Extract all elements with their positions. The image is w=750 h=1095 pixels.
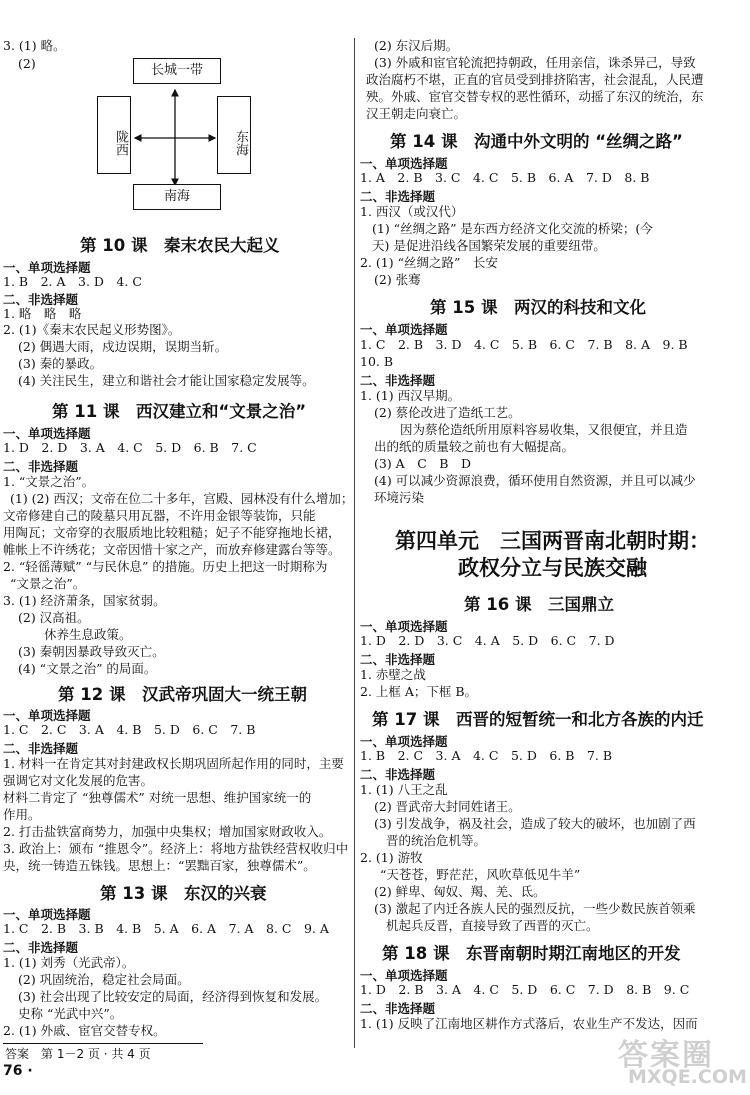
answer-line: 1. A 2. B 3. C 4. C 5. B 6. A 7. D 8. B (360, 170, 650, 185)
section-heading: 二、非选择题 (3, 459, 79, 474)
unit-title-line1: 第四单元 三国两晋南北朝时期： (395, 529, 710, 553)
answer-line: (4) 可以减少资源浪费，循环使用自然资源，并且可以减少 (374, 473, 696, 488)
answer-line: 殃。外戚、宦官交替专权的恶性循环，动摇了东汉的统治，东 (366, 89, 704, 104)
answer-line: 3. 政治上：颁布 “推恩令”。经济上：将地方盐铁经营权收归中 (3, 841, 349, 856)
answer-line: 1. D 2. D 3. C 4. A 5. D 6. C 7. D (360, 633, 615, 648)
answer-line: 央，统一铸造五铢钱。思想上：“罢黜百家，独尊儒术”。 (3, 858, 316, 873)
answer-line: 材料二肯定了 “独尊儒术” 对统一思想、维护国家统一的 (3, 790, 312, 805)
answer-line: 休养生息政策。 (44, 627, 132, 642)
answer-line: 强调它对文化发展的危害。 (3, 773, 154, 788)
section-heading: 二、非选择题 (3, 741, 79, 756)
section-heading: 二、非选择题 (360, 189, 436, 204)
answer-line: 1. C 2. B 3. B 4. B 5. A 6. A 7. A 8. C 9. A (3, 921, 329, 936)
page-number: 76 · (3, 1063, 33, 1079)
section-heading: 二、非选择题 (360, 652, 436, 667)
answer-line: 1. 略 略 略 (3, 306, 82, 321)
section-heading: 二、非选择题 (360, 373, 436, 388)
watermark-logo: 答案圈 (618, 1038, 714, 1073)
answer-line: (3) 引发战争，祸及社会，造成了较大的破坏，也加剧了西 (374, 816, 696, 831)
answer-line: 2. 上框 A；下框 B。 (360, 684, 478, 699)
answer-line: 帷帐上不许绣花；文帝因惜十家之产，而放弃修建露台等等。 (3, 542, 341, 557)
lesson-title: 第 12 课 汉武帝巩固大一统王朝 (58, 685, 307, 704)
section-heading: 一、单项选择题 (3, 260, 91, 275)
section-heading: 一、单项选择题 (360, 322, 448, 337)
column-divider (354, 38, 355, 1048)
answer-line: (1) “丝绸之路” 是东西方经济文化交流的桥梁；(今 (372, 221, 653, 236)
watermark-url: MXQE.COM (628, 1066, 747, 1088)
section-heading: 一、单项选择题 (3, 708, 91, 723)
answer-line: (3) 秦的暴政。 (18, 356, 103, 371)
answer-line: (3) 激起了内迁各族人民的强烈反抗，一些少数民族首领乘 (374, 901, 696, 916)
diagram-east-box: 东海 (217, 96, 251, 174)
answer-line: (3) 社会出现了比较安定的局面，经济得到恢复和发展。 (18, 989, 328, 1004)
answer-line: 用陶瓦；文帝穿的衣服质地比较粗糙；妃子不能穿拖地长裙， (3, 525, 341, 540)
lesson-title: 第 14 课 沟通中外文明的 “丝绸之路” (390, 132, 683, 151)
answer-line: 1. 西汉（或汉代） (360, 204, 464, 219)
answer-line: (4) 关注民生，建立和谐社会才能让国家稳定发展等。 (18, 373, 315, 388)
answer-line: 机起兵反晋，直接导致了西晋的灭亡。 (386, 918, 599, 933)
answer-line: 环境污染 (374, 490, 425, 505)
answer-line: (2) 巩固统治，稳定社会局面。 (18, 972, 190, 987)
answer-line: 1. C 2. C 3. A 4. B 5. D 6. C 7. B (3, 722, 256, 737)
answer-line: 文帝修建自己的陵墓只用瓦器，不许用金银等装饰，只能 (3, 508, 316, 523)
answer-line: (2) 东汉后期。 (374, 38, 459, 53)
answer-line: 2. (1)《秦末农民起义形势图》。 (3, 322, 181, 337)
section-heading: 一、单项选择题 (3, 426, 91, 441)
section-heading: 一、单项选择题 (360, 156, 448, 171)
answer-line: 汉王朝走向衰亡。 (366, 106, 467, 121)
answer-line: 1. 赤壁之战 (360, 667, 426, 682)
answer-line: (1) (2) 西汉；文帝在位二十多年，宫殿、园林没有什么增加； (10, 491, 354, 506)
answer-line: 1. “文景之治”。 (3, 474, 95, 489)
answer-line: 2. 打击盐铁富商势力，加强中央集权；增加国家财政收入。 (3, 824, 332, 839)
answer-line: 3. (1) 经济萧条，国家贫弱。 (3, 593, 166, 608)
lesson-title: 第 13 课 东汉的兴衰 (100, 884, 267, 903)
section-heading: 一、单项选择题 (360, 734, 448, 749)
answer-line: 1. B 2. C 3. A 4. C 5. D 6. B 7. B (360, 748, 613, 763)
section-heading: 一、单项选择题 (360, 968, 448, 983)
answer-line: 因为蔡伦造纸所用原料容易收集，又很便宜，并且造 (400, 422, 688, 437)
answer-line: 1. (1) 西汉早期。 (360, 388, 461, 403)
answer-line: 3. (1) 略。 (3, 38, 66, 53)
lesson-title: 第 15 课 两汉的科技和文化 (430, 298, 646, 317)
lesson-title: 第 10 课 秦末农民大起义 (80, 236, 280, 255)
lesson-title: 第 17 课 西晋的短暂统一和北方各族的内迁 (372, 710, 704, 729)
answer-line: 天) 是促进沿线各国繁荣发展的重要纽带。 (372, 238, 606, 253)
answer-line: 1. D 2. D 3. A 4. C 5. D 6. B 7. C (3, 440, 257, 455)
answer-line: 政治腐朽不堪，正直的官员受到排挤陷害，社会混乱，人民遭 (366, 72, 704, 87)
lesson-title: 第 16 课 三国鼎立 (464, 595, 614, 614)
answer-line: (2) 张骞 (374, 272, 421, 287)
section-heading: 二、非选择题 (360, 767, 436, 782)
answer-line: (3) 秦朝因暴政导致灭亡。 (18, 644, 165, 659)
answer-line: 作用。 (3, 807, 41, 822)
answer-line: 1. (1) 反映了江南地区耕作方式落后，农业生产不发达，因而 (360, 1016, 698, 1031)
answer-line: 出的纸的质量较之前也有大幅提高。 (374, 439, 575, 454)
answer-line: (3) 外戚和宦官轮流把持朝政，任用亲信，诛杀异己，导致 (374, 55, 696, 70)
answer-line: 1. D 2. B 3. A 4. C 5. D 6. C 7. D 8. B 9. C (360, 982, 690, 997)
answer-line: 2. (1) 外戚、宦官交替专权。 (3, 1023, 166, 1038)
unit-title-line2: 政权分立与民族交融 (458, 556, 647, 580)
answer-line: (4) “文景之治” 的局面。 (18, 661, 157, 676)
answer-line: 晋的统治危机等。 (386, 833, 487, 848)
answer-line: 2. (1) 游牧 (360, 850, 423, 865)
section-heading: 一、单项选择题 (360, 619, 448, 634)
lesson-title: 第 11 课 西汉建立和“文景之治” (52, 402, 307, 421)
section-heading: 二、非选择题 (3, 940, 79, 955)
answer-line: 1. 材料一在肯定其对封建政权长期巩固所起作用的同时，主要 (3, 756, 344, 771)
answer-line: 2. (1) “丝绸之路” 长安 (360, 255, 498, 270)
diagram-north-box: 长城一带 (133, 58, 221, 84)
answer-line: 1. (1) 八王之乱 (360, 782, 448, 797)
footer-note: 答案 第 1－2 页 · 共 4 页 (5, 1047, 151, 1061)
section-heading: 二、非选择题 (3, 292, 79, 307)
answer-line: “文景之治”。 (10, 576, 86, 591)
answer-line: (2) 偶遇大雨，戍边误期，误期当斩。 (18, 339, 228, 354)
answer-line: 1. C 2. B 3. D 4. C 5. B 6. C 7. B 8. A 9. B (360, 337, 688, 352)
footer-rule (3, 1043, 203, 1044)
answer-line: 1. (1) 刘秀（光武帝）。 (3, 955, 135, 970)
lesson-title: 第 18 课 东晋南朝时期江南地区的开发 (382, 944, 681, 963)
section-heading: 二、非选择题 (360, 1001, 436, 1016)
diagram-west-box: 陇西 (97, 96, 131, 174)
answer-line: (2) 汉高祖。 (18, 610, 90, 625)
answer-line: 10. B (360, 354, 394, 369)
answer-line: (2) 蔡伦改进了造纸工艺。 (374, 405, 521, 420)
answer-line: “天苍苍，野茫茫，风吹草低见牛羊” (380, 867, 581, 882)
answer-line: 2. “轻徭薄赋” “与民休息” 的措施。历史上把这一时期称为 (3, 559, 328, 574)
section-heading: 一、单项选择题 (3, 907, 91, 922)
answer-line: 1. B 2. A 3. D 4. C (3, 274, 142, 289)
answer-line: (2) 鲜卑、匈奴、羯、羌、氐。 (374, 884, 546, 899)
diagram-south-box: 南海 (133, 184, 221, 210)
answer-line: (3) A C B D (374, 456, 471, 471)
answer-line: 史称 “光武中兴”。 (18, 1006, 123, 1021)
answer-line: (2) (18, 56, 36, 71)
answer-line: (2) 晋武帝大封同姓诸王。 (374, 799, 521, 814)
